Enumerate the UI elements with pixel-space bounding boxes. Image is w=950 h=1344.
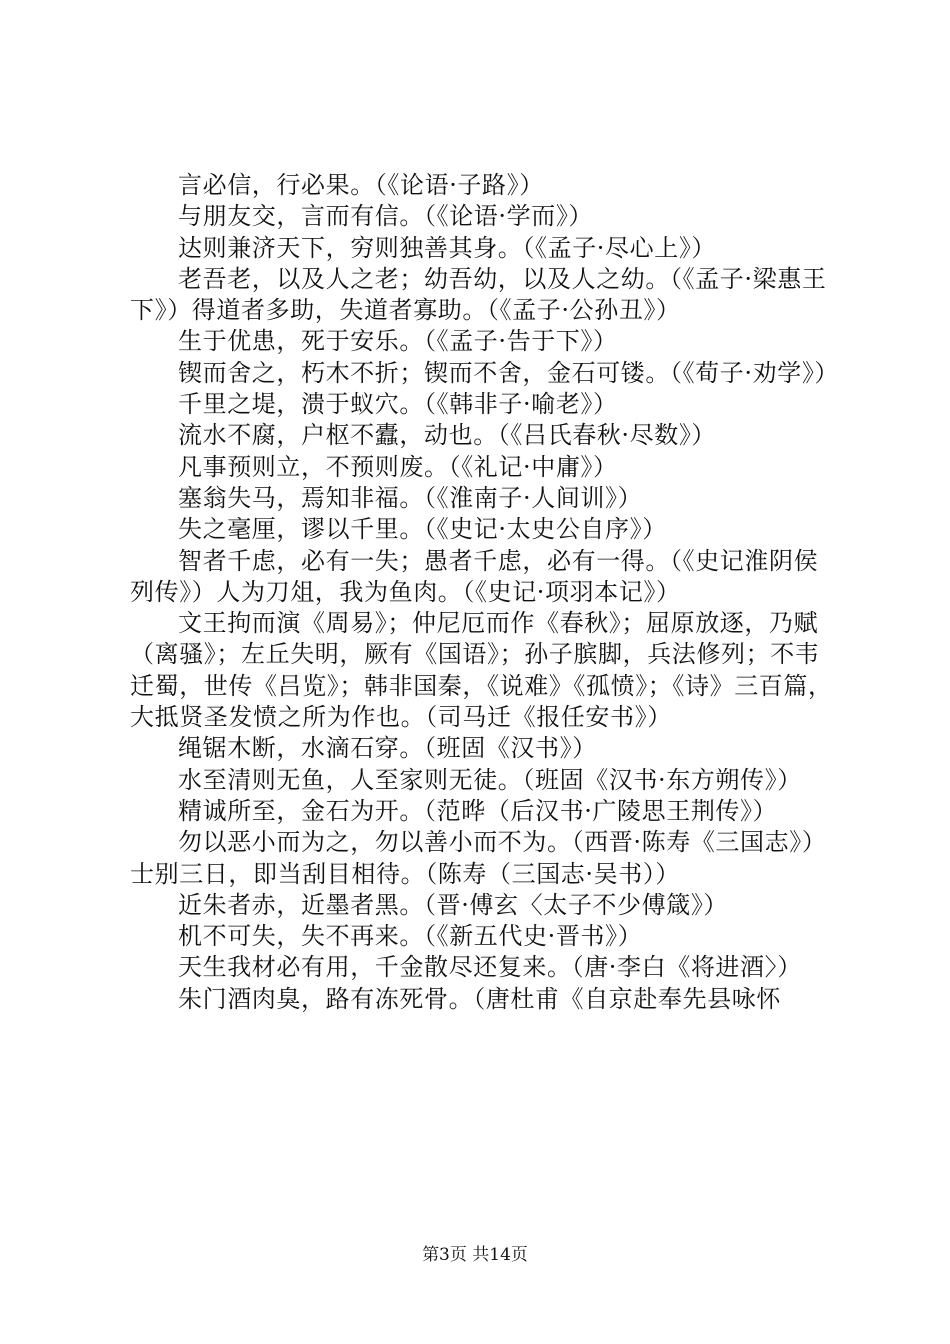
paragraph: 生于优患，死于安乐。（《孟子·告于下》）: [178, 327, 618, 356]
paragraph: 千里之堤，溃于蚁穴。（《韩非子·喻老》）: [178, 390, 618, 419]
paragraph: 朱门酒肉臭，路有冻死骨。（唐杜甫《自京赴奉先县咏怀: [178, 984, 781, 1013]
page-number-footer: 第3页 共14页: [422, 1245, 528, 1265]
paragraph: 锲而舍之，朽木不折；锲而不舍，金石可镂。（《荀子·劝学》）: [178, 358, 840, 387]
paragraph: 近朱者赤，近墨者黑。（晋·傅玄〈太子不少傅箴》）: [178, 890, 729, 919]
paragraph: 水至清则无鱼，人至家则无徒。（班固《汉书·东方朔传》）: [178, 765, 802, 794]
paragraph: 老吾老，以及人之老；幼吾幼，以及人之幼。（《孟子·梁惠王下》）得道者多助，失道者寡助。（《孟子·公孙丑》）: [130, 264, 827, 325]
paragraph: 绳锯木断，水滴石穿。（班固《汉书》）: [178, 734, 597, 763]
paragraph: 与朋友交，言而有信。（《论语·学而》）: [178, 202, 594, 231]
paragraph: 塞翁失马，焉知非福。（《淮南子·人间训》）: [178, 483, 643, 512]
paragraph: 智者千虑，必有一失；愚者千虑，必有一得。（《史记淮阴侯列传》）人为刀俎，我为鱼肉。（《史记·项羽本记》）: [130, 546, 819, 606]
document-body: [130, 170, 840, 1015]
paragraph: 凡事预则立，不预则废。（《礼记·中庸》）: [178, 452, 618, 481]
paragraph: 失之毫厘，谬以千里。（《史记·太史公自序》）: [178, 515, 667, 544]
paragraph: 天生我材必有用，千金散尽还复来。（唐·李白《将进酒〉）: [178, 953, 802, 982]
paragraph: 机不可失，失不再来。（《新五代史·晋书》）: [178, 922, 643, 951]
paragraph: 勿以恶小而为之，勿以善小而不为。（西晋·陈寿《三国志》）士别三日，即当刮目相待。（陈寿（三国志·吴书））: [130, 828, 827, 888]
paragraph: 言必信，行必果。（《论语·子路》）: [178, 171, 544, 199]
paragraph: 精诚所至，金石为开。（范晔（后汉书·广陵思王荆传》）: [178, 796, 778, 825]
paragraph: 文王拘而演《周易》；仲尼厄而作《春秋》；屈原放逐，乃赋（离骚》；左丘失明，厥有《国语》；孙子膑脚，兵法修列；不韦迁蜀，世传《吕览》；韩非国秦，《说难》《孤愤》；《诗》三百篇，大抵贤圣发愤之所为作也。（司马迁《报任安书》）: [130, 609, 833, 732]
paragraph: 流水不腐，户枢不蠹，动也。（《吕氏春秋·尽数》）: [178, 421, 717, 450]
paragraph: 达则兼济天下，穷则独善其身。（《孟子·尽心上》）: [178, 233, 717, 262]
